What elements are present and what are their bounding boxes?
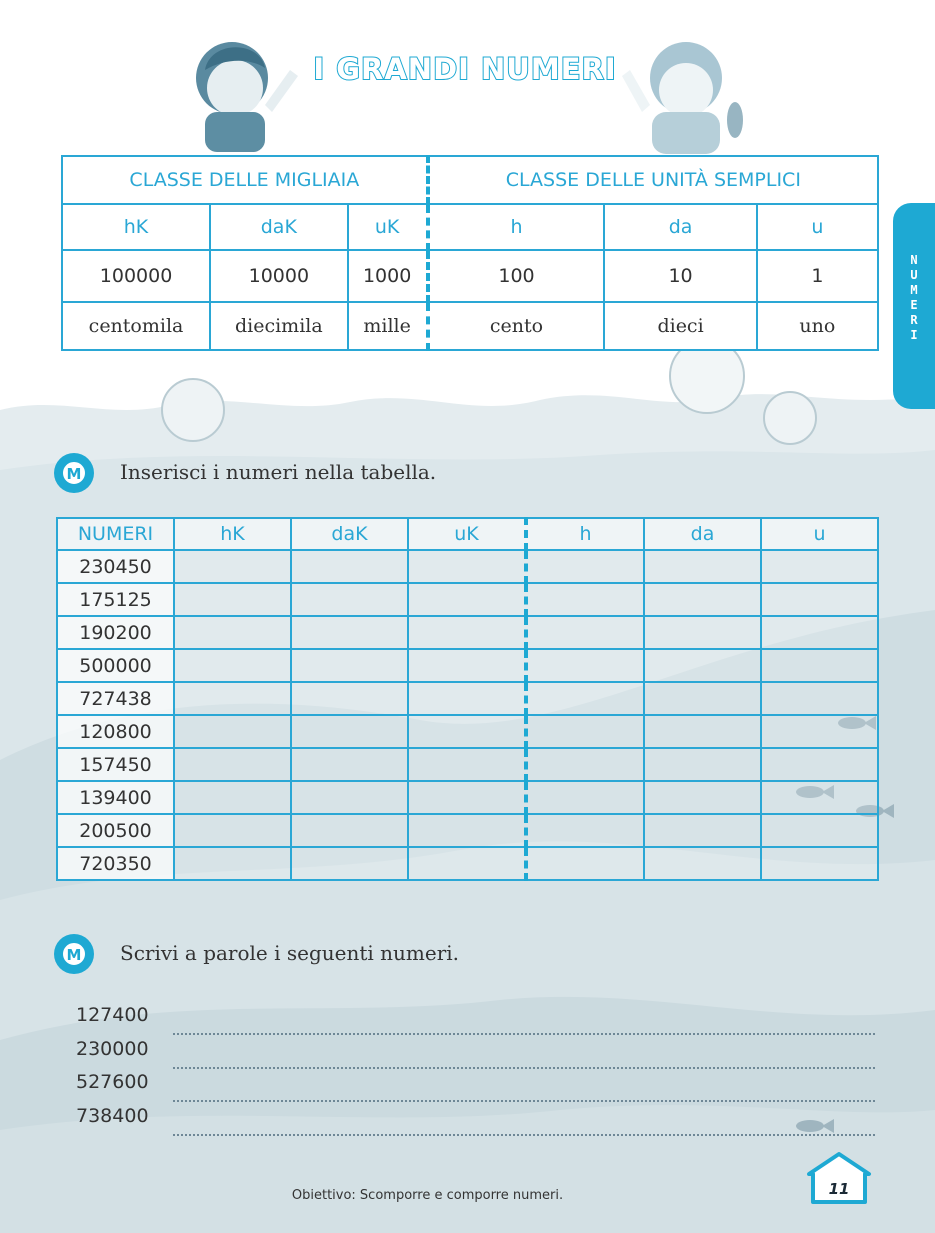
exercise1-instruction: Inserisci i numeri nella tabella. (120, 460, 437, 484)
symbol-cell: u (757, 204, 878, 250)
side-tab-letter: M (910, 283, 918, 297)
exercise2-instruction: Scrivi a parole i seguenti numeri. (120, 941, 460, 965)
word-cell: diecimila (210, 302, 348, 350)
column-header: daK (291, 518, 408, 550)
page-number: 11 (828, 1180, 850, 1198)
symbol-cell: hK (62, 204, 210, 250)
column-header: da (644, 518, 761, 550)
svg-text:M: M (66, 946, 82, 964)
page-number-badge (803, 1150, 875, 1206)
symbol-cell: uK (348, 204, 428, 250)
column-header: NUMERI (57, 518, 174, 550)
word-cell: uno (757, 302, 878, 350)
value-cell: 10 (604, 250, 756, 302)
word-cell: centomila (62, 302, 210, 350)
value-cell: 100000 (62, 250, 210, 302)
number-cell: 230450 (57, 550, 174, 583)
word-cell: cento (428, 302, 605, 350)
number-to-write: 738400 (76, 1105, 149, 1127)
value-cell: 10000 (210, 250, 348, 302)
number-to-write: 127400 (76, 1004, 149, 1026)
value-cell: 1000 (348, 250, 428, 302)
answer-line[interactable] (173, 1032, 875, 1035)
answer-line[interactable] (173, 1099, 875, 1102)
side-tab-letter: U (910, 268, 918, 282)
value-cell: 100 (428, 250, 605, 302)
column-header: h (526, 518, 644, 550)
symbol-cell: da (604, 204, 756, 250)
page-title: I GRANDI NUMERI (313, 52, 617, 86)
column-header: hK (174, 518, 291, 550)
number-to-write: 527600 (76, 1071, 149, 1093)
number-to-write: 230000 (76, 1038, 149, 1060)
learning-objective: Obiettivo: Scomporre e comporre numeri. (291, 1188, 564, 1203)
side-tab-letter: E (910, 298, 918, 312)
column-header: u (761, 518, 878, 550)
number-cell: 139400 (57, 781, 174, 814)
side-tab-letter: N (910, 253, 918, 267)
number-cell: 175125 (57, 583, 174, 616)
svg-text:M: M (66, 465, 82, 483)
answer-line[interactable] (173, 1066, 875, 1069)
number-cell: 200500 (57, 814, 174, 847)
number-cell: 157450 (57, 748, 174, 781)
side-tab-letter: R (910, 313, 918, 327)
number-cell: 727438 (57, 682, 174, 715)
column-header: uK (408, 518, 526, 550)
number-cell: 120800 (57, 715, 174, 748)
word-cell: mille (348, 302, 428, 350)
class-units-header: CLASSE DELLE UNITÀ SEMPLICI (428, 156, 878, 204)
symbol-cell: h (428, 204, 605, 250)
word-cell: dieci (604, 302, 756, 350)
class-thousands-header: CLASSE DELLE MIGLIAIA (62, 156, 428, 204)
answer-line[interactable] (173, 1133, 875, 1136)
number-cell: 720350 (57, 847, 174, 880)
side-tab-letter: I (910, 328, 918, 342)
symbol-cell: daK (210, 204, 348, 250)
number-cell: 190200 (57, 616, 174, 649)
value-cell: 1 (757, 250, 878, 302)
number-cell: 500000 (57, 649, 174, 682)
